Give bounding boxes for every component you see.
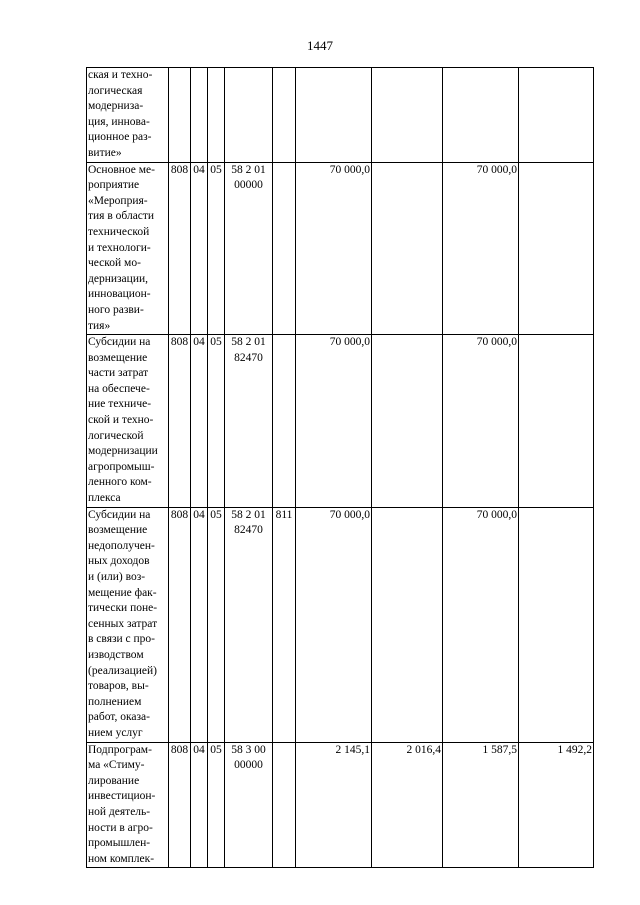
subsection-code-cell: 05 bbox=[208, 507, 225, 742]
section-code-cell: 04 bbox=[191, 742, 208, 868]
ministry-code-cell bbox=[169, 68, 191, 163]
page-number: 1447 bbox=[307, 38, 333, 53]
target-article-cell: 58 3 00 00000 bbox=[225, 742, 273, 868]
amount-cell-2 bbox=[372, 162, 443, 335]
section-code-cell: 04 bbox=[191, 507, 208, 742]
amount-cell-2 bbox=[372, 507, 443, 742]
ministry-code-cell: 808 bbox=[169, 335, 191, 508]
expense-type-cell bbox=[273, 162, 296, 335]
amount-cell-2: 2 016,4 bbox=[372, 742, 443, 868]
target-article-cell bbox=[225, 68, 273, 163]
amount-cell-3: 70 000,0 bbox=[443, 507, 519, 742]
amount-cell-3: 70 000,0 bbox=[443, 162, 519, 335]
amount-cell-1: 2 145,1 bbox=[296, 742, 372, 868]
item-name-cell: ская и техно- логическая модерниза- ция, иннова- ционное раз- витие» bbox=[87, 68, 169, 163]
target-article-cell: 58 2 01 82470 bbox=[225, 507, 273, 742]
section-code-cell bbox=[191, 68, 208, 163]
amount-cell-4 bbox=[519, 335, 594, 508]
amount-cell-4 bbox=[519, 507, 594, 742]
amount-cell-1: 70 000,0 bbox=[296, 162, 372, 335]
amount-cell-2 bbox=[372, 68, 443, 163]
amount-cell-4 bbox=[519, 68, 594, 163]
expense-type-cell: 811 bbox=[273, 507, 296, 742]
table-row bbox=[87, 162, 594, 335]
target-article-cell: 58 2 01 82470 bbox=[225, 335, 273, 508]
budget-table bbox=[86, 67, 594, 868]
amount-cell-3 bbox=[443, 68, 519, 163]
item-name-cell: Субсидии на возмещение недополучен- ных доходов и (или) воз- мещение фак- тически поне- сенных затрат в связи с про- изводством (реализацией) товаров, вы- полнением работ, оказа- нием услуг bbox=[87, 507, 169, 742]
table-row bbox=[87, 742, 594, 868]
subsection-code-cell: 05 bbox=[208, 742, 225, 868]
table-row bbox=[87, 68, 594, 163]
target-article-cell: 58 2 01 00000 bbox=[225, 162, 273, 335]
table-row bbox=[87, 335, 594, 508]
item-name-cell: Подпрограм- ма «Стиму- лирование инвестицион- ной деятель- ности в агро- промышлен- ном комплек- bbox=[87, 742, 169, 868]
amount-cell-4: 1 492,2 bbox=[519, 742, 594, 868]
amount-cell-1: 70 000,0 bbox=[296, 507, 372, 742]
ministry-code-cell: 808 bbox=[169, 742, 191, 868]
ministry-code-cell: 808 bbox=[169, 507, 191, 742]
subsection-code-cell bbox=[208, 68, 225, 163]
section-code-cell: 04 bbox=[191, 335, 208, 508]
amount-cell-1: 70 000,0 bbox=[296, 335, 372, 508]
subsection-code-cell: 05 bbox=[208, 335, 225, 508]
section-code-cell: 04 bbox=[191, 162, 208, 335]
item-name-cell: Основное ме- роприятие «Мероприя- тия в области технической и технологи- ческой мо- дернизации, инновацион- ного разви- тия» bbox=[87, 162, 169, 335]
expense-type-cell bbox=[273, 742, 296, 868]
ministry-code-cell: 808 bbox=[169, 162, 191, 335]
amount-cell-3: 70 000,0 bbox=[443, 335, 519, 508]
amount-cell-4 bbox=[519, 162, 594, 335]
expense-type-cell bbox=[273, 68, 296, 163]
subsection-code-cell: 05 bbox=[208, 162, 225, 335]
item-name-cell: Субсидии на возмещение части затрат на обеспече- ние техниче- ской и техно- логической модернизации агропромыш- ленного ком- плекса bbox=[87, 335, 169, 508]
expense-type-cell bbox=[273, 335, 296, 508]
table-row bbox=[87, 507, 594, 742]
amount-cell-2 bbox=[372, 335, 443, 508]
amount-cell-1 bbox=[296, 68, 372, 163]
amount-cell-3: 1 587,5 bbox=[443, 742, 519, 868]
